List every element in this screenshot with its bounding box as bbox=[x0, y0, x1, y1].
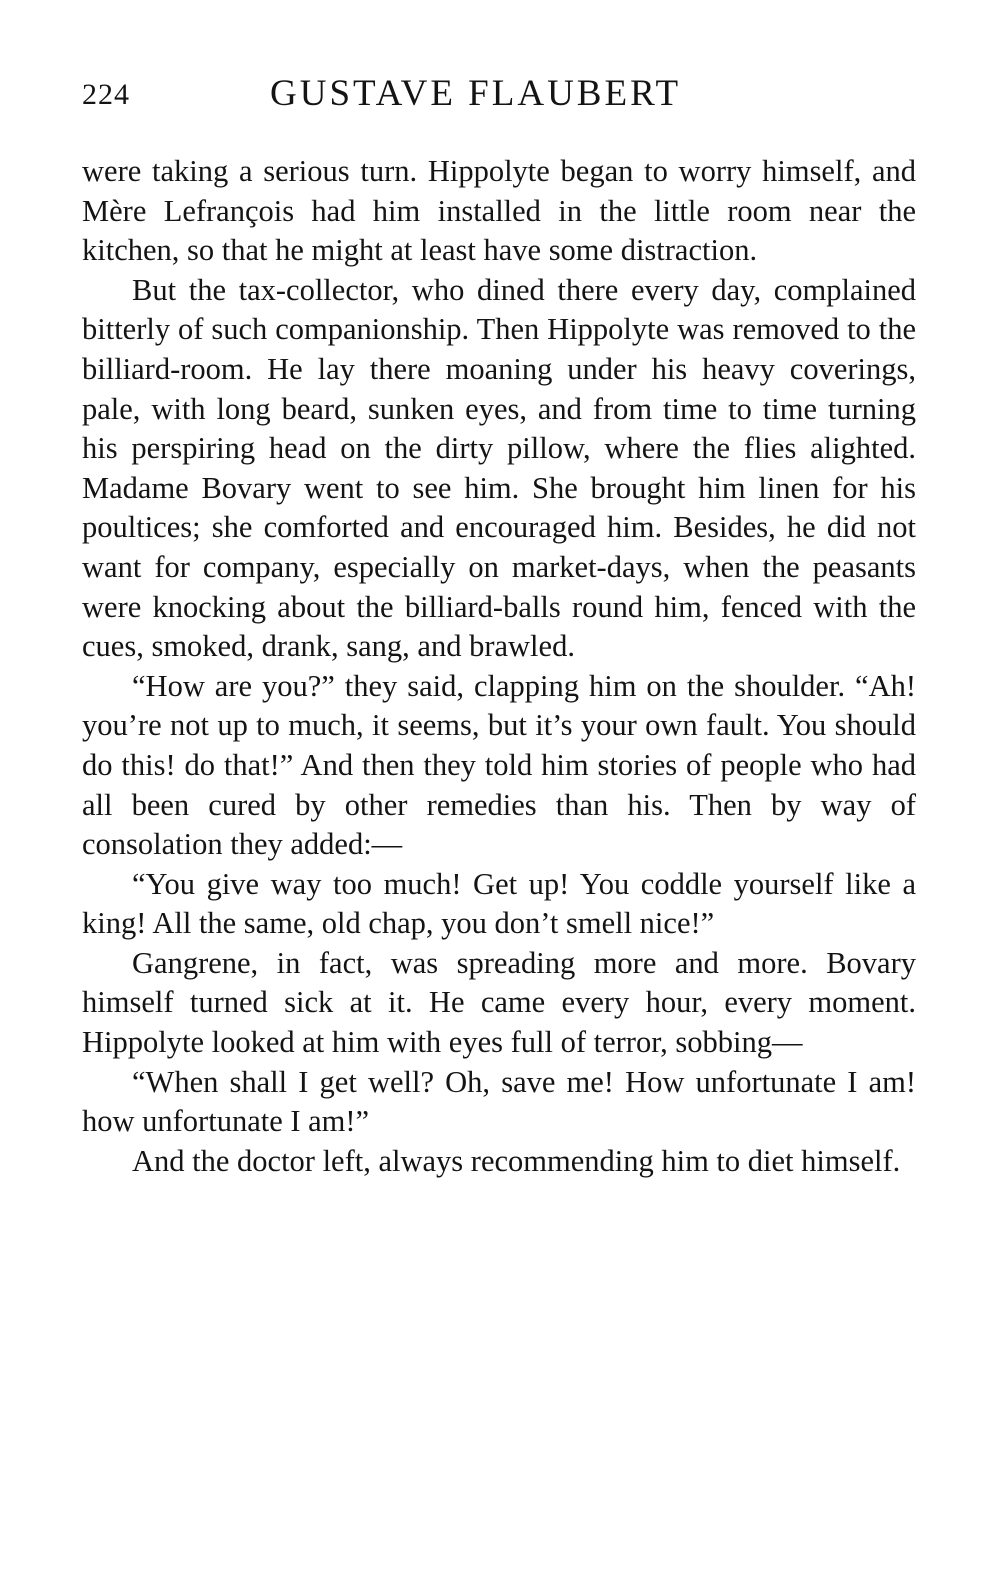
page-number: 224 bbox=[82, 78, 130, 111]
paragraph: “How are you?” they said, clapping him on the shoulder. “Ah! you’re not up to much, it seems, but it’s your own fault. You should do this! do that!” And then they told him stories of people who had all been cured by other remedies than his. Then by way of consolation they added:— bbox=[82, 668, 916, 862]
paragraph: “You give way too much! Get up! You coddle yourself like a king! All the same, old chap, you don’t smell nice!” bbox=[82, 866, 916, 941]
paragraph: were taking a serious turn. Hippolyte began to worry himself, and Mère Lefrançois had him installed in the little room near the kitchen, so that he might at least have some distraction. bbox=[82, 154, 916, 268]
page-header bbox=[82, 72, 922, 122]
paragraph: “When shall I get well? Oh, save me! How unfortunate I am! how unfortunate I am!” bbox=[82, 1064, 916, 1139]
paragraph: And the doctor left, always recommending him to diet himself. bbox=[132, 1143, 901, 1178]
running-head: GUSTAVE FLAUBERT bbox=[270, 73, 682, 114]
paragraph: But the tax-collector, who dined there every day, complained bitterly of such companionship. Then Hippolyte was removed to the billiard-room. He lay there moaning under his heavy coverings, pale, with long beard, sunken eyes, and from time to time turning his perspiring head on the dirty pillow, where the flies alighted. Madame Bovary went to see him. She brought him linen for his poultices; she comforted and encouraged him. Besides, he did not want for company, especially on market-days, when the peasants were knocking about the billiard-balls round him, fenced with the cues, smoked, drank, sang, and brawled. bbox=[82, 272, 916, 664]
body-text bbox=[82, 152, 916, 1181]
paragraph: Gangrene, in fact, was spreading more and more. Bovary himself turned sick at it. He came every hour, every moment. Hippolyte looked at him with eyes full of terror, sobbing— bbox=[82, 945, 916, 1060]
